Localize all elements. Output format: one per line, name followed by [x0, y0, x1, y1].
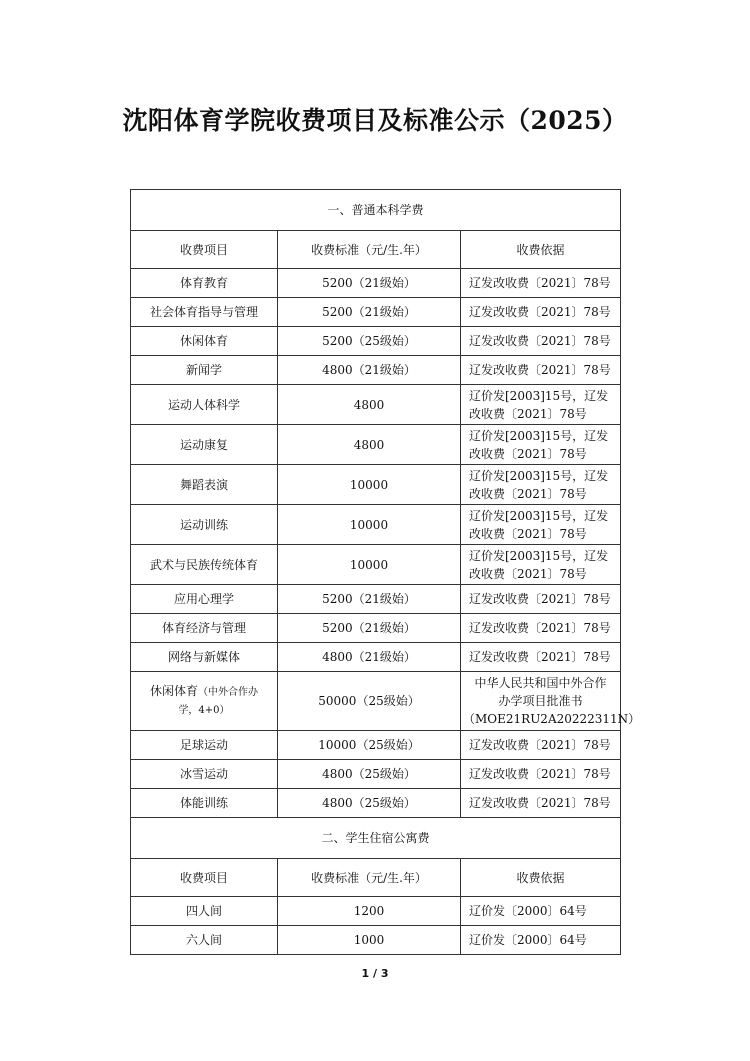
- table-row: [131, 356, 621, 385]
- fee-item: 武术与民族传统体育: [131, 545, 278, 585]
- fee-item: 运动康复: [131, 425, 278, 465]
- table-row: [131, 465, 621, 505]
- fee-basis-line: 改收费〔2021〕78号: [469, 446, 587, 461]
- fee-basis-line: 中华人民共和国中外合作: [474, 676, 607, 690]
- table-row: [131, 672, 621, 731]
- table-row: [131, 789, 621, 818]
- column-header-fee: 收费标准（元/生.年）: [278, 231, 461, 269]
- fee-item: 新闻学: [131, 356, 278, 385]
- table-row: [131, 926, 621, 955]
- fee-item-line: [133, 682, 275, 702]
- table-row: [131, 385, 621, 425]
- fee-item: 应用心理学: [131, 585, 278, 614]
- fee-basis: 辽价发〔2000〕64号: [461, 897, 621, 926]
- fee-item: 体能训练: [131, 789, 278, 818]
- fee-basis-line: 办学项目批准书: [498, 694, 583, 708]
- fee-amount: 4800: [278, 385, 461, 425]
- fee-amount: 4800: [278, 425, 461, 465]
- fee-amount: 1000: [278, 926, 461, 955]
- column-header-row: [131, 859, 621, 897]
- table-row: [131, 614, 621, 643]
- fee-basis: [461, 465, 621, 505]
- fee-amount: 10000: [278, 545, 461, 585]
- fee-basis-line: （MOE21RU2A20222311N）: [463, 712, 641, 726]
- page-title: 沈阳体育学院收费项目及标准公示（2025）: [122, 106, 628, 135]
- table-row: [131, 298, 621, 327]
- section-header: [131, 818, 621, 859]
- fee-item-name: 休闲体育: [149, 684, 198, 698]
- column-header-row: [131, 231, 621, 269]
- fee-amount: 4800（25级始）: [278, 789, 461, 818]
- fee-amount: 5200（21级始）: [278, 269, 461, 298]
- fee-basis: [461, 672, 641, 731]
- table-row: [131, 897, 621, 926]
- fee-item: [131, 672, 278, 731]
- table-row: [131, 731, 621, 760]
- column-header-basis: 收费依据: [461, 859, 621, 897]
- fee-basis: 辽发改收费〔2021〕78号: [461, 356, 621, 385]
- fee-item: 冰雪运动: [131, 760, 278, 789]
- fee-basis: [461, 425, 621, 465]
- table-row: [131, 269, 621, 298]
- fee-basis-line: 辽价发[2003]15号，辽发: [469, 388, 609, 403]
- fee-basis-line: 辽价发[2003]15号，辽发: [469, 468, 609, 483]
- table-row: [131, 545, 621, 585]
- fee-amount: 5200（21级始）: [278, 585, 461, 614]
- fee-basis-line: 辽价发[2003]15号，辽发: [469, 428, 609, 443]
- fee-item: 四人间: [131, 897, 278, 926]
- fee-item: 体育经济与管理: [131, 614, 278, 643]
- fee-item: 六人间: [131, 926, 278, 955]
- fee-amount: 10000: [278, 505, 461, 545]
- fee-basis: [461, 545, 621, 585]
- fee-item-note: （中外合作办: [198, 687, 258, 698]
- fee-item: 运动训练: [131, 505, 278, 545]
- table-row: [131, 585, 621, 614]
- fee-basis: [461, 505, 621, 545]
- fee-basis: 辽发改收费〔2021〕78号: [461, 585, 621, 614]
- column-header-fee: 收费标准（元/生.年）: [278, 859, 461, 897]
- fee-amount: 4800（25级始）: [278, 760, 461, 789]
- fee-basis: [461, 385, 621, 425]
- table-row: [131, 505, 621, 545]
- fee-basis: 辽发改收费〔2021〕78号: [461, 643, 621, 672]
- fee-basis-line: 辽价发[2003]15号，辽发: [469, 508, 609, 523]
- section-title: 二、学生住宿公寓费: [131, 818, 621, 859]
- fee-basis: 辽发改收费〔2021〕78号: [461, 614, 621, 643]
- fee-amount: 10000: [278, 465, 461, 505]
- section-header: [131, 190, 621, 231]
- table-row: [131, 327, 621, 356]
- fee-amount: 5200（25级始）: [278, 327, 461, 356]
- fee-amount: 5200（21级始）: [278, 614, 461, 643]
- fee-basis: 辽发改收费〔2021〕78号: [461, 298, 621, 327]
- fee-basis: 辽发改收费〔2021〕78号: [461, 731, 621, 760]
- fee-amount: 50000（25级始）: [278, 672, 461, 731]
- fee-basis-line: 改收费〔2021〕78号: [469, 566, 587, 581]
- fee-item: 足球运动: [131, 731, 278, 760]
- page-number: 1 / 3: [361, 967, 389, 980]
- fee-amount: 4800（21级始）: [278, 643, 461, 672]
- section-title: 一、普通本科学费: [131, 190, 621, 231]
- column-header-item: 收费项目: [131, 231, 278, 269]
- fee-basis-line: 改收费〔2021〕78号: [469, 526, 587, 541]
- fee-basis-line: 辽价发[2003]15号，辽发: [469, 548, 609, 563]
- fee-basis-line: 改收费〔2021〕78号: [469, 486, 587, 501]
- fee-basis: 辽发改收费〔2021〕78号: [461, 269, 621, 298]
- fee-basis: 辽发改收费〔2021〕78号: [461, 789, 621, 818]
- fee-item: 网络与新媒体: [131, 643, 278, 672]
- fee-basis-line: 改收费〔2021〕78号: [469, 406, 587, 421]
- fee-basis: 辽价发〔2000〕64号: [461, 926, 621, 955]
- fee-table: [130, 189, 641, 955]
- fee-item: 社会体育指导与管理: [131, 298, 278, 327]
- fee-basis: 辽发改收费〔2021〕78号: [461, 760, 621, 789]
- column-header-item: 收费项目: [131, 859, 278, 897]
- table-row: [131, 643, 621, 672]
- fee-amount: 5200（21级始）: [278, 298, 461, 327]
- fee-item-note-line2: 学，4+0）: [178, 705, 230, 716]
- fee-item: 运动人体科学: [131, 385, 278, 425]
- table-row: [131, 760, 621, 789]
- fee-amount: 4800（21级始）: [278, 356, 461, 385]
- fee-item: 体育教育: [131, 269, 278, 298]
- table-row: [131, 425, 621, 465]
- fee-amount: 10000（25级始）: [278, 731, 461, 760]
- fee-item: 舞蹈表演: [131, 465, 278, 505]
- column-header-basis: 收费依据: [461, 231, 621, 269]
- fee-item: 休闲体育: [131, 327, 278, 356]
- fee-amount: 1200: [278, 897, 461, 926]
- fee-basis: 辽发改收费〔2021〕78号: [461, 327, 621, 356]
